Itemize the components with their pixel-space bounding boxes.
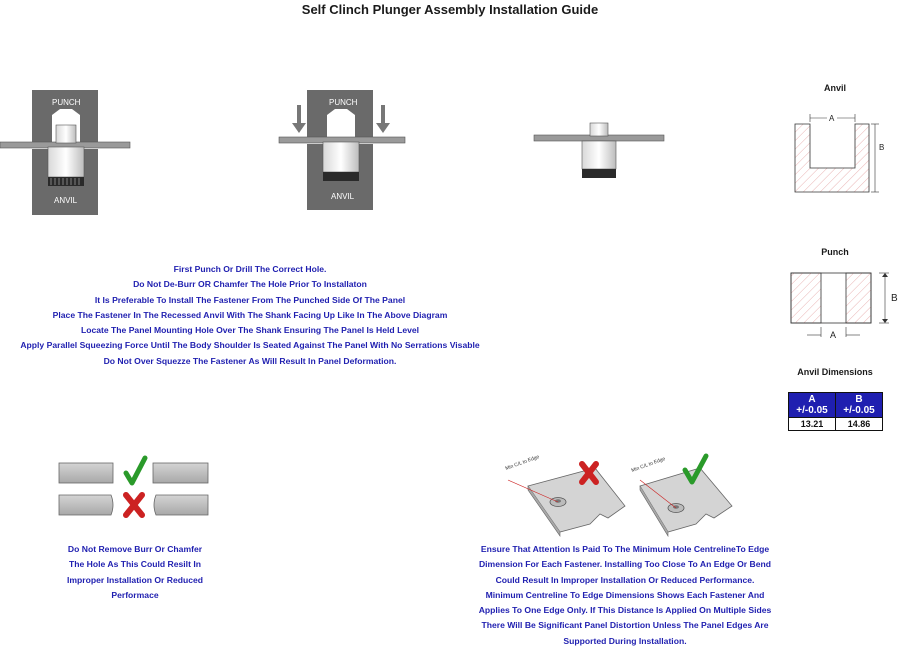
fastener-knurl bbox=[582, 169, 616, 178]
instruction-line: Apply Parallel Squeezing Force Until The Body Shoulder Is Seated Against The Panel With No Serrations Visable bbox=[20, 340, 480, 351]
note-line: Minimum Centreline To Edge Dimensions Shows Each Fastener And bbox=[485, 589, 765, 600]
anvil-title: Anvil bbox=[823, 83, 846, 93]
page-title: Self Clinch Plunger Assembly Installation Guide bbox=[301, 2, 599, 17]
punch-label: PUNCH bbox=[329, 98, 358, 107]
note-line: There Will Be Significant Panel Distortion Unless The Panel Edges Are bbox=[481, 620, 769, 631]
cross-icon bbox=[126, 495, 142, 515]
instruction-line: It Is Preferable To Install The Fastener From The Punched Side Of The Panel bbox=[94, 294, 406, 305]
dim-b-label: B bbox=[879, 143, 885, 152]
punch-label: PUNCH bbox=[52, 98, 81, 107]
burr-diagram bbox=[55, 455, 215, 525]
note-line: Performace bbox=[111, 589, 159, 600]
burr-note bbox=[40, 542, 230, 603]
col-a-header: A +/-0.05 bbox=[789, 393, 836, 418]
instruction-line: Do Not Over Squezze The Fastener As Will Result In Panel Deformation. bbox=[103, 355, 397, 366]
note-line: Supported During Installation. bbox=[563, 635, 687, 646]
col-b-header: B +/-0.05 bbox=[836, 393, 883, 418]
stage-3-diagram bbox=[530, 115, 670, 185]
dim-b-label: B bbox=[891, 293, 898, 304]
note-line: Could Result In Improper Installation Or Reduced Performance. bbox=[495, 574, 755, 585]
note-line: Do Not Remove Burr Or Chamfer bbox=[67, 544, 203, 554]
stage-2-diagram bbox=[275, 85, 415, 220]
punch-dimension-drawing bbox=[785, 265, 900, 345]
note-line: Improper Installation Or Reduced bbox=[66, 574, 204, 585]
dim-a-label: A bbox=[829, 114, 835, 123]
instructions bbox=[0, 262, 500, 369]
note-line: Applies To One Edge Only. If This Distance Is Applied On Multiple Sides bbox=[478, 605, 772, 616]
instruction-line: Place The Fastener In The Recessed Anvil With The Shank Facing Up Like In The Above Diagram bbox=[52, 309, 448, 320]
down-arrow-icon bbox=[292, 105, 390, 133]
note-line: The Hole As This Could Resilt In bbox=[69, 559, 201, 570]
anvil-label: ANVIL bbox=[54, 196, 78, 205]
instruction-line: Do Not De-Burr OR Chamfer The Hole Prior To Installaton bbox=[133, 279, 367, 290]
edge-label-left: Min C/L to Edge bbox=[504, 454, 541, 472]
dim-a-label: A bbox=[830, 330, 837, 340]
check-icon bbox=[126, 458, 145, 483]
value-a: 13.21 bbox=[789, 418, 836, 431]
edge-note bbox=[435, 542, 815, 649]
note-line: Dimension For Each Fastener. Installing Too Close To An Edge Or Bend bbox=[478, 559, 772, 570]
instruction-line: Locate The Panel Mounting Hole Over The Shank Ensuring The Panel Is Held Level bbox=[80, 325, 420, 336]
fastener-body bbox=[582, 141, 616, 169]
anvil-dimension-drawing bbox=[785, 108, 890, 200]
punch-title: Punch bbox=[821, 247, 849, 257]
value-b: 14.86 bbox=[836, 418, 883, 431]
instruction-line: First Punch Or Drill The Correct Hole. bbox=[173, 264, 327, 274]
edge-label-right: Min C/L to Edge bbox=[630, 456, 667, 474]
anvil-dimensions-table bbox=[788, 392, 883, 431]
fastener-knurl bbox=[48, 177, 84, 186]
anvil-dimensions-title: Anvil Dimensions bbox=[797, 367, 873, 377]
note-line: Ensure That Attention Is Paid To The Minimum Hole CentrelineTo Edge bbox=[480, 544, 770, 554]
stage-1-diagram bbox=[0, 85, 140, 220]
edge-distance-diagram bbox=[500, 448, 740, 538]
anvil-label: ANVIL bbox=[331, 192, 355, 201]
fastener-body bbox=[48, 147, 84, 177]
